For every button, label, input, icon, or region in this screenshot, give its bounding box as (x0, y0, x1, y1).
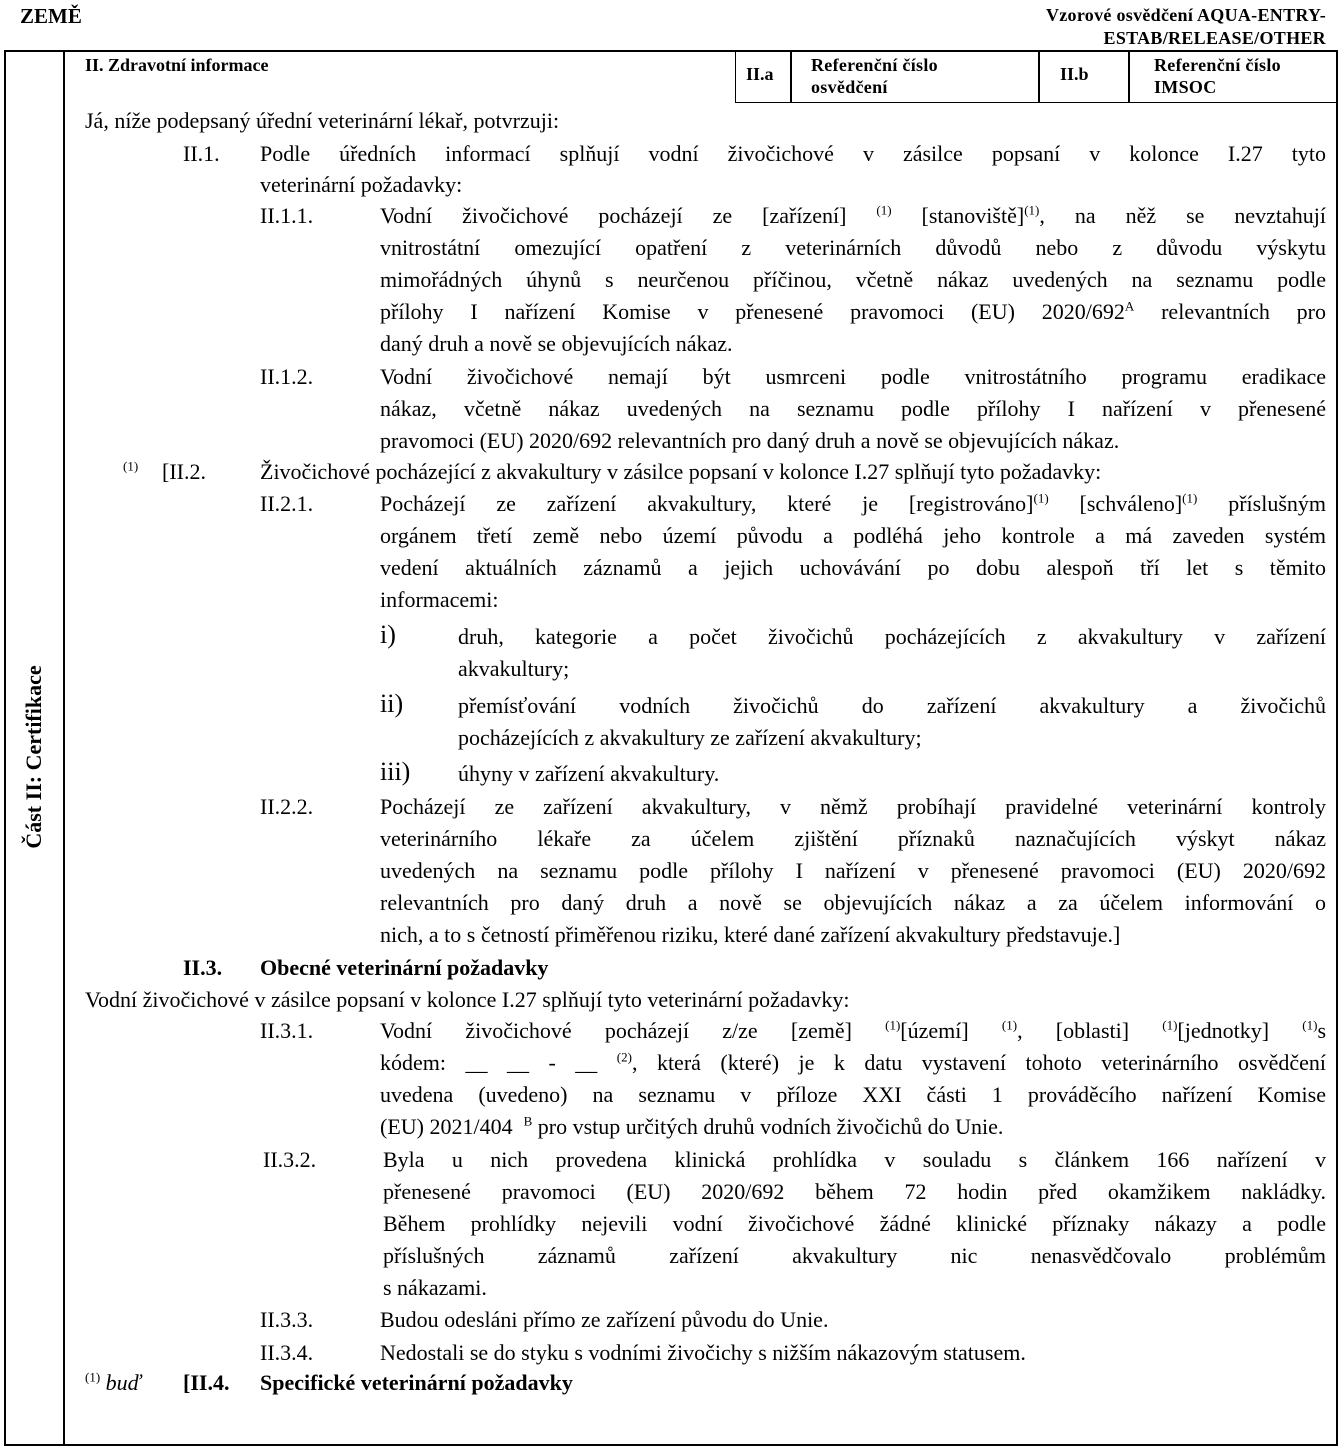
clause-text (380, 297, 1326, 327)
list-marker: ii) (380, 689, 404, 718)
clause-text: mimořádných úhynů s neurčenou příčinou, včetně nákaz uvedených na seznamu podle (380, 267, 1326, 292)
reference-box-a-code: II.a (746, 64, 774, 84)
text-span (380, 491, 1049, 516)
reference-box-b-line1: Referenční číslo (1154, 55, 1281, 75)
clause-number: II.3.2. (263, 1147, 317, 1172)
text-span (380, 1050, 1326, 1075)
clause-text: přenesené pravomoci (EU) 2020/692 během 72 hodin před okamžikem nakládky. (383, 1179, 1326, 1204)
clause-text: nákaz, včetně nákaz uvedených na seznamu podle přílohy I nařízení v přenesené (380, 396, 1326, 421)
clause-text: Vodní živočichové nemají být usmrceni podle vnitrostátního programu eradikace (380, 364, 1326, 389)
clause-heading: Obecné veterinární požadavky (260, 955, 549, 980)
text-span: kódem: __ __ - __ (380, 1050, 598, 1075)
list-marker: iii) (380, 757, 411, 786)
clause-text: veterinárního lékaře za účelem zjištění příznaků naznačujících výskyt nákaz (380, 826, 1326, 851)
clause-number: II.3.4. (260, 1340, 314, 1365)
footnote-ref: (1) (1182, 490, 1198, 506)
text-span: , která (které) je k datu vystavení tohoto veterinárního osvědčení (631, 1050, 1326, 1075)
clause-text: Vodní živočichové v zásilce popsaní v kolonce I.27 splňují tyto veterinární požadavky: (85, 987, 850, 1012)
clause-number: II.3.3. (260, 1307, 314, 1332)
clause-text: veterinární požadavky: (260, 172, 463, 197)
text-span: (EU) 2021/404 (380, 1114, 513, 1139)
text-span: pro vstup určitých druhů vodních živočichů do Unie. (537, 1114, 1004, 1139)
reference-box-a-label (811, 54, 938, 98)
text-span: přílohy I nařízení Komise v přenesené pravomoci (EU) 2020/692 (380, 299, 1125, 324)
clause-text: relevantních pro daný druh a nově se objevujících nákaz a za účelem informování o (380, 890, 1326, 915)
reference-box-b-code: II.b (1060, 64, 1089, 84)
reference-box-b-label (1154, 54, 1281, 98)
text-span: relevantních pro (1161, 299, 1326, 324)
text-span: [stanoviště] (921, 203, 1025, 228)
list-item-text: pocházejících z akvakultury ze zařízení akvakultury; (458, 725, 922, 750)
clause-text: Budou odesláni přímo ze zařízení původu do Unie. (380, 1307, 829, 1332)
section-title: II. Zdravotní informace (85, 55, 269, 75)
footnote-ref: (1) (876, 202, 892, 218)
list-item-text: akvakultury; (458, 656, 570, 681)
clause-text: vnitrostátní omezující opatření z veterinárních důvodů nebo z důvodu výskytu (380, 235, 1326, 260)
footnote-ref: (1) (1302, 1017, 1318, 1033)
clause-text (380, 1016, 1326, 1046)
clause-text (380, 201, 1326, 231)
clause-text: Pocházejí ze zařízení akvakultury, v němž probíhají pravidelné veterinární kontroly (380, 794, 1326, 819)
clause-text: vedení aktuálních záznamů a jejich uchovávání po dobu alespoň tří let s těmito (380, 555, 1326, 580)
reference-box-a-line2: osvědčení (811, 77, 888, 97)
text-span (1002, 1018, 1129, 1043)
list-item-text: úhyny v zařízení akvakultury. (458, 761, 720, 786)
clause-text: příslušných záznamů zařízení akvakultury nic nenasvědčovalo problémům (383, 1243, 1326, 1268)
clause-text: daný druh a nově se objevujících nákaz. (380, 331, 733, 356)
either-label: buď (105, 1370, 142, 1395)
footnote-ref: (2) (616, 1049, 632, 1065)
text-span: , [oblasti] (1017, 1018, 1130, 1043)
list-item-text: druh, kategorie a počet živočichů pocházejících z akvakultury v zařízení (458, 624, 1326, 649)
reference-box-a-divider (790, 51, 792, 103)
text-span: [schváleno] (1079, 491, 1183, 516)
clause-number: II.2.1. (260, 491, 314, 516)
footnote-ref: B (523, 1113, 533, 1129)
clause-number: II.1.1. (260, 203, 314, 228)
reference-box-a-line1: Referenční číslo (811, 55, 938, 75)
clause-text (380, 1048, 1326, 1078)
text-span (1162, 1018, 1269, 1043)
clause-number: II.1. (183, 141, 220, 166)
footnote-ref: (1) (1033, 490, 1049, 506)
clause-text: nich, a to s četností přiměřenou riziku, které dané zařízení akvakultury představuje.] (380, 922, 1121, 947)
country-label: ZEMĚ (20, 4, 82, 28)
text-span: příslušným (1228, 491, 1327, 516)
text-span: Vodní živočichové pocházejí ze [zařízení] (380, 203, 847, 228)
text-span: Pocházejí ze zařízení akvakultury, které je [registrováno] (380, 491, 1034, 516)
clause-heading: Specifické veterinární požadavky (260, 1370, 573, 1395)
clause-number: [II.2. (162, 459, 206, 484)
certificate-model-line2: ESTAB/RELEASE/OTHER (1103, 28, 1326, 48)
clause-text (380, 489, 1326, 519)
clause-text: uvedených na seznamu podle přílohy I nařízení v přenesené pravomoci (EU) 2020/692 (380, 858, 1326, 883)
clause-number: II.2.2. (260, 794, 314, 819)
clause-number: II.1.2. (260, 364, 314, 389)
list-marker: i) (380, 620, 396, 649)
clause-number: II.3. (183, 955, 223, 980)
footnote-ref: (1) (1001, 1017, 1018, 1033)
footnote-ref: (1) (123, 458, 139, 474)
text-span (885, 1018, 969, 1043)
clause-text: s nákazami. (383, 1275, 487, 1300)
clause-text: pravomoci (EU) 2020/692 relevantních pro daný druh a nově se objevujících nákaz. (380, 428, 1120, 453)
clause-text: Podle úředních informací splňují vodní živočichové v zásilce popsaní v kolonce I.27 tyto (260, 141, 1326, 166)
clause-text (380, 1112, 1003, 1142)
reference-box-b-line2: IMSOC (1154, 77, 1217, 97)
list-item-text: přemísťování vodních živočichů do zařízení akvakultury a živočichů (458, 693, 1326, 718)
text-span (1080, 491, 1198, 516)
clause-number: II.3.1. (260, 1018, 314, 1043)
certificate-model (1046, 4, 1326, 50)
clause-text: informacemi: (380, 587, 499, 612)
footnote-ref (123, 457, 138, 487)
footnote-ref: (1) (1024, 202, 1040, 218)
side-label: Část II: Certifikace (21, 665, 46, 849)
footnote-ref: (1) (1162, 1017, 1178, 1033)
clause-text: Nedostali se do styku s vodními živočichy s nižším nákazovým statusem. (380, 1340, 1026, 1365)
clause-text: Byla u nich provedena klinická prohlídka v souladu s článkem 166 nařízení v (383, 1147, 1326, 1172)
text-span: Vodní živočichové pocházejí z/ze [země] (380, 1018, 852, 1043)
alternative-marker (85, 1368, 141, 1398)
certificate-model-line1: Vzorové osvědčení AQUA-ENTRY- (1045, 5, 1326, 25)
side-divider (63, 50, 65, 1446)
clause-text: Živočichové pocházející z akvakultury v zásilce popsaní v kolonce I.27 splňují tyto požadavky: (260, 459, 1102, 484)
text-span: [území] (900, 1018, 969, 1043)
footnote-ref: (1) (85, 1369, 101, 1385)
reference-box-b-divider (1128, 51, 1130, 103)
text-span: , na něž se nevztahují (1039, 203, 1327, 228)
clause-text: orgánem třetí země nebo území původu a podléhá jeho kontrole a má zaveden systém (380, 523, 1326, 548)
footnote-ref: A (1124, 298, 1135, 314)
text-span: [jednotky] (1177, 1018, 1270, 1043)
intro-statement: Já, níže podepsaný úřední veterinární lékař, potvrzuji: (85, 108, 560, 133)
clause-text: Během prohlídky nejevili vodní živočichové žádné klinické příznaky nákazy a podle (383, 1211, 1326, 1236)
clause-number: [II.4. (183, 1370, 230, 1395)
clause-text: uvedena (uvedeno) na seznamu v příloze XXI části 1 prováděcího nařízení Komise (380, 1082, 1326, 1107)
text-span: s (1317, 1018, 1326, 1043)
footnote-ref: (1) (885, 1017, 901, 1033)
text-span (1302, 1018, 1326, 1043)
text-span (380, 299, 1134, 324)
